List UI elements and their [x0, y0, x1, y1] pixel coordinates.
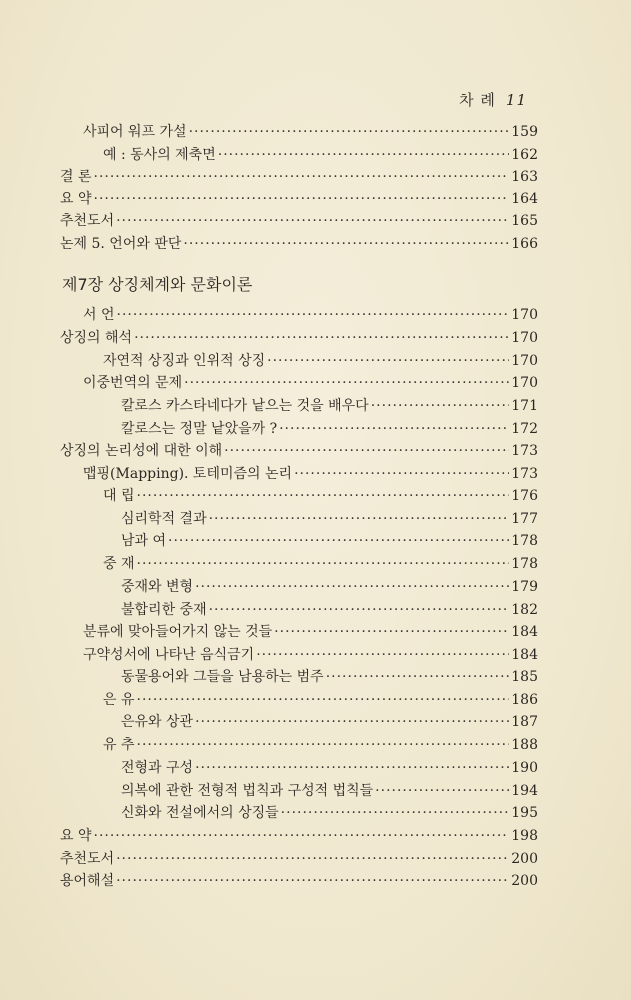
toc-entry-page: 170: [511, 330, 538, 346]
leader-dots: [116, 851, 509, 867]
toc-entry: [60, 825, 538, 847]
leader-dots: [274, 624, 509, 640]
toc-entry: [121, 530, 538, 552]
leader-dots: [94, 191, 510, 207]
toc-entry-page: 182: [511, 602, 538, 618]
leader-dots: [137, 692, 510, 708]
toc-entry-title: 동물용어와 그들을 남용하는 범주: [121, 669, 324, 685]
toc-entry-page: 176: [511, 488, 538, 504]
toc-entry-page: 186: [511, 692, 538, 708]
toc-entry-title: 서 언: [83, 307, 115, 323]
leader-dots: [281, 805, 510, 821]
toc-entry-title: 논제 5. 언어와 판단: [60, 236, 182, 252]
toc-entry-page: 173: [511, 466, 538, 482]
toc-entry-title: 상징의 해석: [60, 330, 133, 346]
leader-dots: [294, 466, 509, 482]
toc-entry-page: 178: [511, 556, 538, 572]
toc-entry-page: 166: [511, 236, 538, 252]
toc-entry-title: 예 : 동사의 제축면: [103, 147, 216, 163]
leader-dots: [116, 873, 509, 889]
toc-entry: [121, 418, 538, 440]
toc-entry: [60, 848, 538, 870]
leader-dots: [218, 147, 510, 163]
toc-entry-title: 자연적 상징과 인위적 상징: [103, 353, 266, 369]
leader-dots: [371, 398, 510, 414]
leader-dots: [267, 353, 509, 369]
leader-dots: [209, 602, 510, 618]
toc-entry-title: 중재와 변형: [121, 579, 194, 595]
toc-entry-page: 170: [511, 307, 538, 323]
toc-entry-page: 200: [511, 851, 538, 867]
toc-entry-title: 결 론: [60, 169, 92, 185]
toc-entry-title: 불합리한 중재: [121, 602, 207, 618]
toc-entry-title: 요 약: [60, 828, 92, 844]
leader-dots: [224, 443, 509, 459]
running-header: [459, 89, 527, 110]
toc-entry: [103, 485, 538, 507]
toc-entry-page: 184: [511, 624, 538, 640]
toc-entry-page: 198: [511, 828, 538, 844]
toc-entry: [103, 350, 538, 372]
toc-entry: [83, 621, 538, 643]
toc-entry: [83, 304, 538, 326]
toc-entry-page: 188: [511, 737, 538, 753]
toc-entry-title: 용어해설: [60, 873, 115, 889]
toc-entry-title: 심리학적 결과: [121, 511, 207, 527]
leader-dots: [279, 421, 509, 437]
leader-dots: [195, 579, 509, 595]
leader-dots: [137, 737, 510, 753]
leader-dots: [326, 669, 510, 685]
toc-entry-title: 남과 여: [121, 533, 167, 549]
leader-dots: [137, 488, 510, 504]
toc-entry: [60, 440, 538, 462]
leader-dots: [117, 307, 510, 323]
toc-entry-page: 200: [511, 873, 538, 889]
leader-dots: [189, 124, 510, 140]
leader-dots: [134, 330, 509, 346]
toc-entry-title: 분류에 맞아들어가지 않는 것들: [83, 624, 273, 640]
toc-entry-page: 159: [511, 124, 538, 140]
toc-entry-page: 184: [511, 647, 538, 663]
toc-entry-title: 전형과 구성: [121, 760, 194, 776]
toc-entry-page: 162: [511, 147, 538, 163]
header-page-number: 11: [505, 91, 527, 109]
toc-entry: [121, 780, 538, 802]
leader-dots: [116, 213, 509, 229]
toc-entry: [121, 711, 538, 733]
toc-entry: [121, 576, 538, 598]
leader-dots: [184, 375, 509, 391]
toc-entry-page: 163: [511, 169, 538, 185]
toc-entry-title: 요 약: [60, 191, 92, 207]
leader-dots: [137, 556, 510, 572]
toc-entry-page: 177: [511, 511, 538, 527]
toc-entry: [60, 166, 538, 188]
toc-entry: [83, 372, 538, 394]
toc-entry: [121, 508, 538, 530]
toc-entry: [60, 188, 538, 210]
toc-entry-title: 대 립: [103, 488, 135, 504]
toc-entry-title: 은 유: [103, 692, 135, 708]
chapter-heading: 제7장 상징체계와 문화이론: [62, 275, 253, 294]
toc-entry-page: 172: [511, 421, 538, 437]
toc-entry: [121, 666, 538, 688]
toc-entry-title: 칼로스 카스타네다가 낱으는 것을 배우다: [121, 398, 369, 414]
toc-entry: [121, 599, 538, 621]
toc-entry-title: 추천도서: [60, 851, 115, 867]
toc-entry-title: 신화와 전설에서의 상징들: [121, 805, 279, 821]
toc-entry-page: 170: [511, 353, 538, 369]
leader-dots: [209, 511, 510, 527]
toc-entry-page: 179: [511, 579, 538, 595]
toc-entry: [103, 689, 538, 711]
toc-entry-page: 165: [511, 213, 538, 229]
toc-entry: [121, 802, 538, 824]
toc-entry-page: 194: [511, 783, 538, 799]
toc-entry-title: 구약성서에 나타난 음식금기: [83, 647, 255, 663]
leader-dots: [375, 783, 509, 799]
header-label: 차 례: [459, 91, 496, 109]
toc-entry-page: 164: [511, 191, 538, 207]
toc-entry-title: 칼로스는 정말 낱았을까 ?: [121, 421, 278, 437]
toc-entry: [121, 395, 538, 417]
toc-entry: [60, 210, 538, 232]
toc-entry-page: 187: [511, 714, 538, 730]
toc-entry: [83, 121, 538, 143]
toc-entry-page: 178: [511, 533, 538, 549]
toc-entry: [103, 734, 538, 756]
toc-entry-title: 상징의 논리성에 대한 이해: [60, 443, 223, 459]
toc-entry-page: 195: [511, 805, 538, 821]
leader-dots: [94, 828, 510, 844]
toc-entry-page: 190: [511, 760, 538, 776]
leader-dots: [195, 760, 509, 776]
leader-dots: [183, 236, 509, 252]
toc-entry: [103, 553, 538, 575]
toc-entry-page: 185: [511, 669, 538, 685]
toc-entry-title: 이중번역의 문제: [83, 375, 183, 391]
toc-entry: [60, 233, 538, 255]
leader-dots: [195, 714, 509, 730]
toc-entry-title: 의복에 관한 전형적 법칙과 구성적 법칙들: [121, 783, 374, 799]
toc-entry: [83, 463, 538, 485]
toc-entry-title: 유 추: [103, 737, 135, 753]
toc-entry-title: 추천도서: [60, 213, 115, 229]
toc-entry: [60, 327, 538, 349]
toc-entry: [121, 757, 538, 779]
leader-dots: [94, 169, 510, 185]
toc-entry-page: 170: [511, 375, 538, 391]
leader-dots: [256, 647, 509, 663]
toc-entry-page: 171: [511, 398, 538, 414]
leader-dots: [168, 533, 509, 549]
toc-entry-page: 173: [511, 443, 538, 459]
toc-entry-title: 은유와 상관: [121, 714, 194, 730]
toc-entry-title: 사피어 워프 가설: [83, 124, 187, 140]
toc-entry: [103, 144, 538, 166]
toc-entry: [83, 644, 538, 666]
toc-entry: [60, 870, 538, 892]
toc-entry-title: 중 재: [103, 556, 135, 572]
toc-entry-title: 맵핑(Mapping). 토테미즘의 논리: [83, 466, 293, 482]
